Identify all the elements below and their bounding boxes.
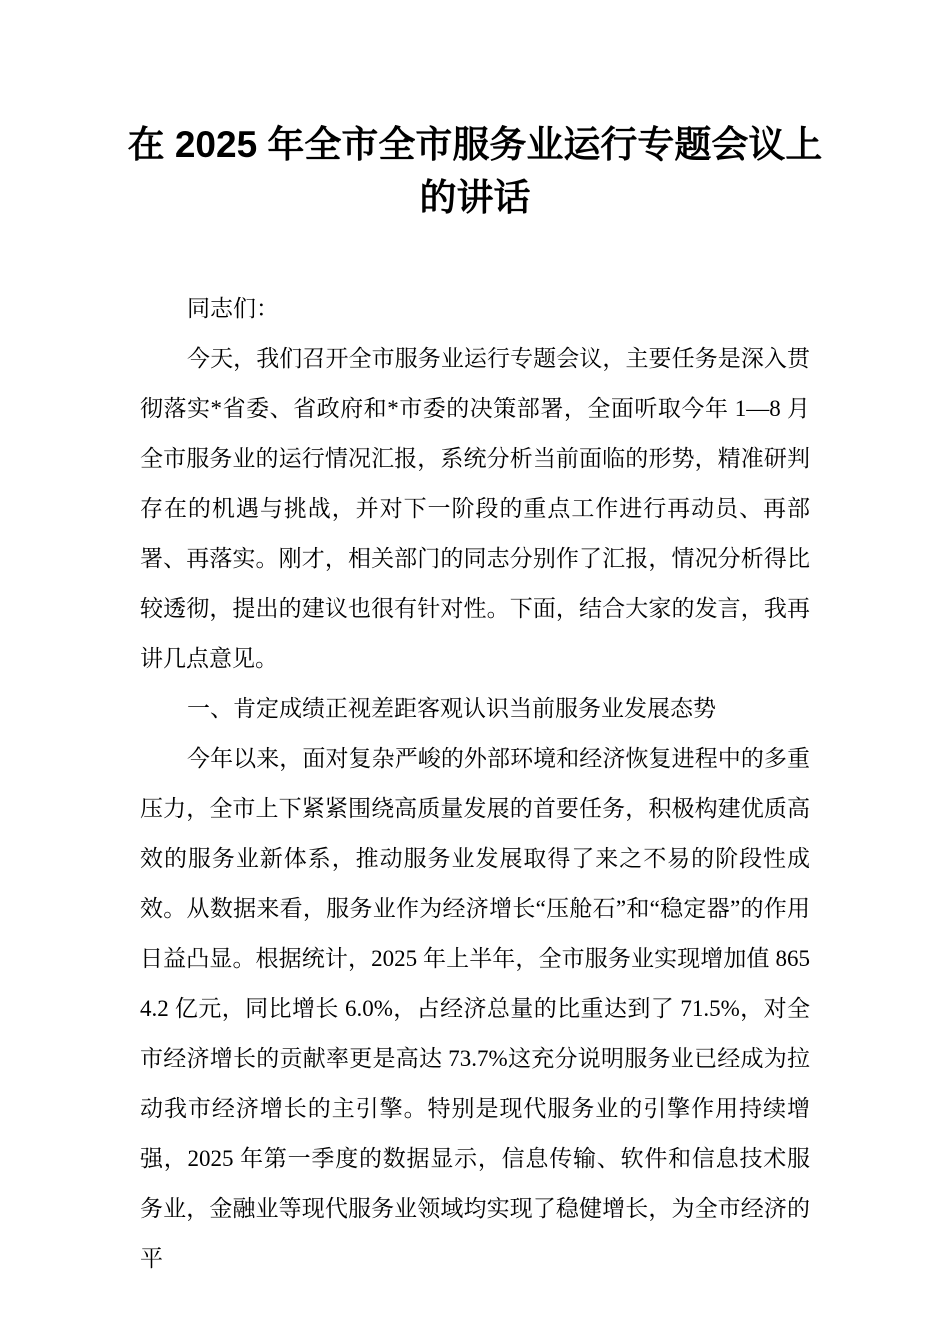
document-title-line-1: 在 2025 年全市全市服务业运行专题会议上 (127, 124, 823, 165)
section-heading-1: 一、肯定成绩正视差距客观认识当前服务业发展态势 (187, 696, 716, 721)
document-title (85, 118, 865, 224)
document-title-line-2: 的讲话 (419, 177, 531, 218)
salutation-paragraph: 同志们： (187, 296, 279, 321)
intro-paragraph: 今天，我们召开全市服务业运行专题会议，主要任务是深入贯彻落实*省委、省政府和*市委的决策部署，全面听取今年 1—8 月全市服务业的运行情况汇报，系统分析当前面临的形势，精准研判存在的机遇与挑战，并对下一阶段的重点工作进行再动员、再部署、再落实。刚才，相关部门的同志分别作了汇报，情况分析得比较透彻，提出的建议也很有针对性。下面，结合大家的发言，我再讲几点意见。 (140, 346, 810, 671)
section-1-body-paragraph: 今年以来，面对复杂严峻的外部环境和经济恢复进程中的多重压力，全市上下紧紧围绕高质量发展的首要任务，积极构建优质高效的服务业新体系，推动服务业发展取得了来之不易的阶段性成效。从数据来看，服务业作为经济增长“压舱石”和“稳定器”的作用日益凸显。根据统计，2025 年上半年，全市服务业实现增加值 8654.2 亿元，同比增长 6.0%，占经济总量的比重达到了 71.5%，对全市经济增长的贡献率更是高达 73.7%这充分说明服务业已经成为拉动我市经济增长的主引擎。特别是现代服务业的引擎作用持续增强，2025 年第一季度的数据显示，信息传输、软件和信息技术服务业，金融业等现代服务业领域均实现了稳健增长，为全市经济的平 (140, 746, 810, 1271)
